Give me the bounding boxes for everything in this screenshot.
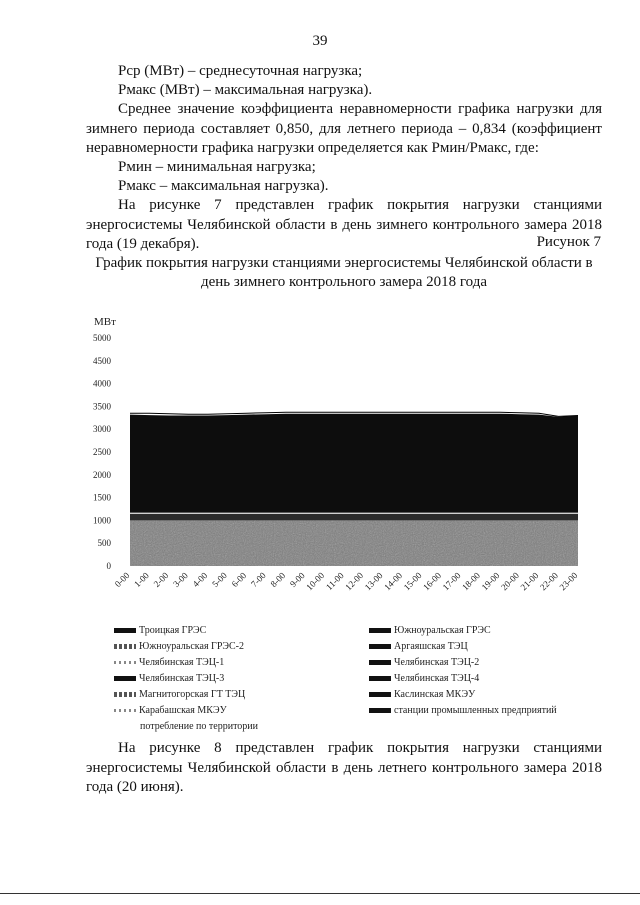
legend-label: Челябинская ТЭЦ-1 — [139, 657, 225, 668]
y-tick-label: 3500 — [93, 401, 111, 412]
x-tick-label: 20-00 — [499, 570, 521, 593]
x-tick-label: 19-00 — [479, 570, 502, 593]
legend-label: Южноуральская ГРЭС — [394, 625, 491, 636]
legend-label: Челябинская ТЭЦ-2 — [394, 657, 480, 668]
legend-item-chelyabinsk-tets-2 — [369, 657, 479, 668]
x-tick-label: 22-00 — [538, 570, 560, 593]
area-series-1 — [130, 514, 578, 520]
legend-item-industrial-stations — [369, 705, 557, 716]
y-tick-label: 4500 — [93, 355, 111, 366]
page-number: 39 — [312, 33, 328, 49]
legend-label: Аргаяшская ТЭЦ — [394, 641, 468, 652]
legend-swatch — [369, 628, 391, 633]
paragraph-pmin: Рмин – минимальная нагрузка; — [118, 159, 316, 175]
x-tick-label: 21-00 — [518, 570, 541, 593]
y-tick-label: 3000 — [93, 424, 111, 435]
x-tick-label: 7-00 — [249, 570, 268, 590]
legend-label: Магнитогорская ГТ ТЭЦ — [139, 689, 246, 700]
page-bottom-border — [0, 893, 640, 894]
y-axis-label: МВт — [94, 316, 116, 328]
legend-swatch — [369, 644, 391, 649]
x-tick-label: 3-00 — [171, 570, 190, 590]
legend-label: Челябинская ТЭЦ-3 — [139, 673, 225, 684]
figure-title: График покрытия нагрузки станциями энергосистемы Челябинской области в день зимнего контрольного замера 2018 года — [95, 255, 593, 290]
legend-label: Южноуральская ГРЭС-2 — [139, 641, 244, 652]
paragraph-pmax-2: Рмакс – максимальная нагрузка). — [118, 178, 329, 194]
y-tick-label: 5000 — [93, 333, 111, 343]
x-tick-label: 18-00 — [460, 570, 483, 593]
x-tick-label: 15-00 — [401, 570, 424, 593]
legend-item-consumption — [140, 721, 258, 732]
x-tick-label: 13-00 — [362, 570, 385, 593]
legend-item-kaslinskaya-mkeu — [369, 689, 475, 700]
legend-swatch — [114, 644, 136, 649]
legend-item-karabashskaya-mkeu — [114, 705, 227, 716]
legend-swatch — [369, 692, 391, 697]
y-tick-label: 2500 — [93, 447, 111, 457]
area-series-texture — [130, 520, 578, 566]
legend-swatch — [114, 661, 136, 664]
legend-item-magnitogorsk-gt-tets — [114, 689, 245, 700]
legend-swatch — [369, 708, 391, 713]
x-tick-label: 10-00 — [304, 570, 327, 593]
x-tick-label: 0-00 — [112, 570, 132, 590]
legend-label: станции промышленных предприятий — [394, 705, 557, 716]
x-tick-label: 17-00 — [440, 570, 463, 593]
legend-swatch — [114, 676, 136, 681]
legend-item-chelyabinsk-tets-4 — [369, 673, 479, 684]
x-tick-label: 9-00 — [287, 570, 307, 590]
y-tick-label: 1000 — [93, 515, 111, 526]
legend-item-argayashskaya — [369, 641, 468, 652]
y-tick-label: 500 — [97, 538, 111, 549]
legend-item-chelyabinsk-tets-1 — [114, 657, 224, 668]
paragraph-figure7-intro: На рисунке 7 представлен график покрытия нагрузки станциями энергосистемы Челябинской области в день зимнего контрольного замера 2018 года (19 декабря). — [86, 197, 602, 252]
legend-label: Карабашская МКЭУ — [139, 705, 227, 716]
y-tick-label: 2000 — [93, 469, 111, 480]
x-tick-label: 6-00 — [229, 570, 249, 590]
paragraph-pmax-1: Рмакс (МВт) – максимальная нагрузка). — [118, 82, 373, 98]
x-tick-label: 4-00 — [190, 570, 210, 590]
legend-swatch — [114, 692, 136, 697]
x-tick-label: 2-00 — [151, 570, 171, 590]
x-tick-label: 8-00 — [268, 570, 288, 590]
legend-label: Троицкая ГРЭС — [139, 625, 207, 636]
y-tick-label: 0 — [106, 561, 111, 571]
x-tick-label: 14-00 — [382, 570, 405, 593]
legend-item-troitskaya — [114, 625, 206, 636]
paragraph-coefficient: Среднее значение коэффициента неравномерности графика нагрузки для зимнего периода составляет 0,850, для летнего периода – 0,834 (коэффициент неравномерности графика нагрузки определяется как Рмин/Рмакс, где: — [86, 101, 602, 156]
paragraph-figure8-intro: На рисунке 8 представлен график покрытия нагрузки станциями энергосистемы Челябинской области в день летнего контрольного замера 2018 года (20 июня). — [86, 740, 602, 795]
legend-swatch — [369, 660, 391, 665]
area-series-3 — [130, 414, 578, 513]
figure-label: Рисунок 7 — [536, 234, 601, 250]
y-tick-label: 4000 — [93, 378, 111, 389]
x-tick-label: 5-00 — [210, 570, 229, 590]
y-tick-label: 1500 — [93, 492, 111, 503]
legend-label: Челябинская ТЭЦ-4 — [394, 673, 480, 684]
x-tick-label: 12-00 — [343, 570, 366, 593]
legend-item-yuzhnouralskaya-2 — [114, 641, 244, 652]
x-tick-label: 23-00 — [557, 570, 580, 593]
legend-swatch — [369, 676, 391, 681]
legend-swatch — [114, 628, 136, 633]
legend-item-chelyabinsk-tets-3 — [114, 673, 224, 684]
legend-label: Каслинская МКЭУ — [394, 689, 476, 700]
x-tick-label: 16-00 — [421, 570, 444, 593]
legend-swatch — [114, 709, 136, 712]
paragraph-pcp: Рср (МВт) – среднесуточная нагрузка; — [118, 63, 363, 79]
x-tick-label: 11-00 — [323, 570, 346, 593]
legend-item-yuzhnouralskaya — [369, 625, 491, 636]
x-tick-label: 1-00 — [132, 570, 151, 590]
legend-label: потребление по территории — [140, 721, 259, 732]
area-series-2 — [130, 513, 578, 514]
